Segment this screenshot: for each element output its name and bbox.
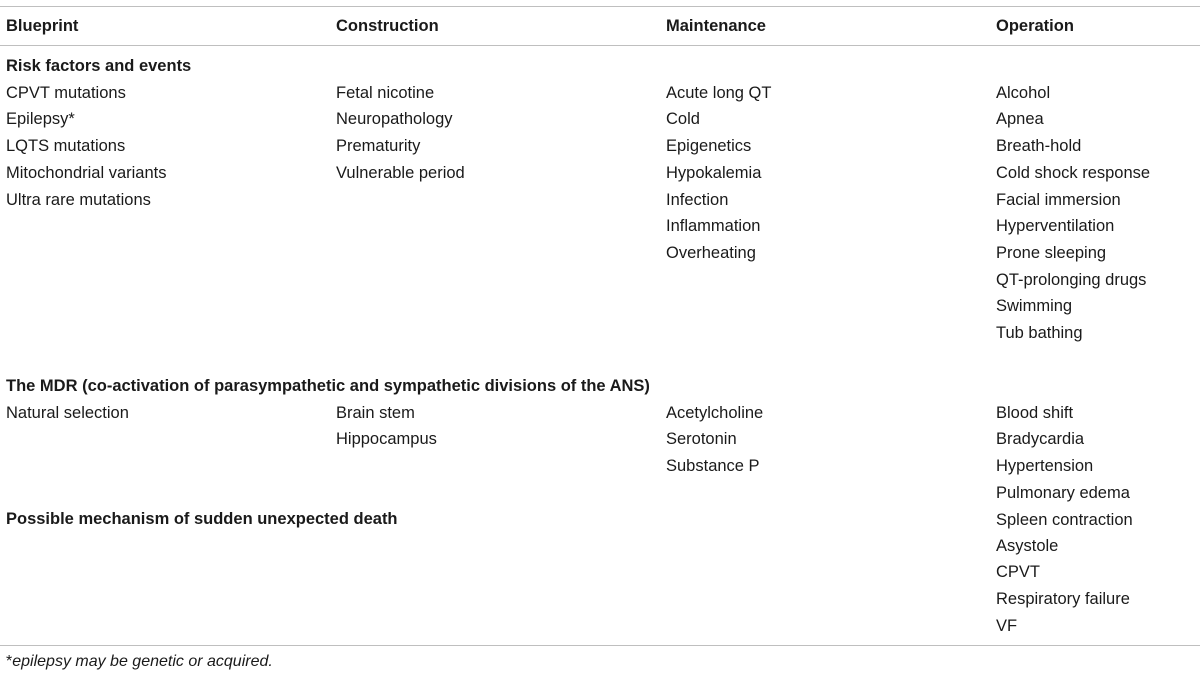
- cell-blueprint: Mitochondrial variants: [6, 163, 167, 182]
- cell-operation: Hypertension: [996, 457, 1094, 476]
- cell-operation: Bradycardia: [996, 430, 1085, 449]
- cell-maintenance: Epigenetics: [666, 137, 752, 156]
- table-footnote: [6, 652, 273, 672]
- cell-operation: CPVT: [996, 563, 1041, 582]
- footnote-text: epilepsy may be genetic or acquired.: [12, 653, 273, 670]
- cell-maintenance: Hypokalemia: [666, 163, 762, 182]
- cell-construction: Fetal nicotine: [336, 83, 435, 102]
- cell-maintenance: Substance P: [666, 457, 760, 476]
- section-title: Risk factors and events: [6, 57, 192, 75]
- column-header-operation: Operation: [996, 17, 1074, 35]
- column-header-construction: Construction: [336, 17, 439, 35]
- cell-operation: Breath-hold: [996, 137, 1082, 156]
- cell-operation: Pulmonary edema: [996, 483, 1130, 502]
- cell-construction: Vulnerable period: [336, 163, 465, 182]
- cell-operation: Hyperventilation: [996, 217, 1115, 236]
- cell-construction: Hippocampus: [336, 430, 437, 449]
- cell-operation: Swimming: [996, 297, 1073, 316]
- cell-operation: Alcohol: [996, 83, 1051, 102]
- cell-maintenance: Acetylcholine: [666, 403, 764, 422]
- section-title: Possible mechanism of sudden unexpected death: [6, 510, 398, 528]
- cell-maintenance: Infection: [666, 190, 729, 209]
- cell-operation: QT-prolonging drugs: [996, 270, 1147, 289]
- cell-blueprint: LQTS mutations: [6, 137, 126, 156]
- column-header-maintenance: Maintenance: [666, 17, 766, 35]
- cell-operation: Apnea: [996, 110, 1044, 129]
- table-header-rule: [0, 45, 1200, 46]
- section-title: The MDR (co-activation of parasympathetic and sympathetic divisions of the ANS): [6, 377, 650, 395]
- table-bottom-rule: [0, 645, 1200, 646]
- cell-maintenance: Overheating: [666, 243, 756, 262]
- cell-operation: Facial immersion: [996, 190, 1121, 209]
- cell-maintenance: Cold: [666, 110, 700, 129]
- cell-blueprint: Epilepsy*: [6, 110, 75, 129]
- cell-construction: Neuropathology: [336, 110, 453, 129]
- cell-construction: Brain stem: [336, 403, 415, 422]
- column-header-blueprint: Blueprint: [6, 17, 79, 35]
- cell-operation: Cold shock response: [996, 163, 1151, 182]
- cell-operation: Prone sleeping: [996, 243, 1107, 262]
- cell-operation: Blood shift: [996, 403, 1074, 422]
- cell-operation: VF: [996, 616, 1018, 635]
- cell-operation: Respiratory failure: [996, 590, 1130, 609]
- cell-maintenance: Serotonin: [666, 430, 737, 449]
- cell-blueprint: Natural selection: [6, 403, 129, 422]
- cell-operation: Asystole: [996, 536, 1059, 555]
- cell-operation: Spleen contraction: [996, 510, 1133, 529]
- cell-blueprint: Ultra rare mutations: [6, 190, 151, 209]
- table-top-rule: [0, 6, 1200, 7]
- cell-maintenance: Acute long QT: [666, 83, 772, 102]
- cell-maintenance: Inflammation: [666, 217, 761, 236]
- cell-operation: Tub bathing: [996, 324, 1083, 342]
- cell-construction: Prematurity: [336, 137, 421, 156]
- footnote-mark: *: [6, 653, 13, 670]
- cell-blueprint: CPVT mutations: [6, 83, 126, 102]
